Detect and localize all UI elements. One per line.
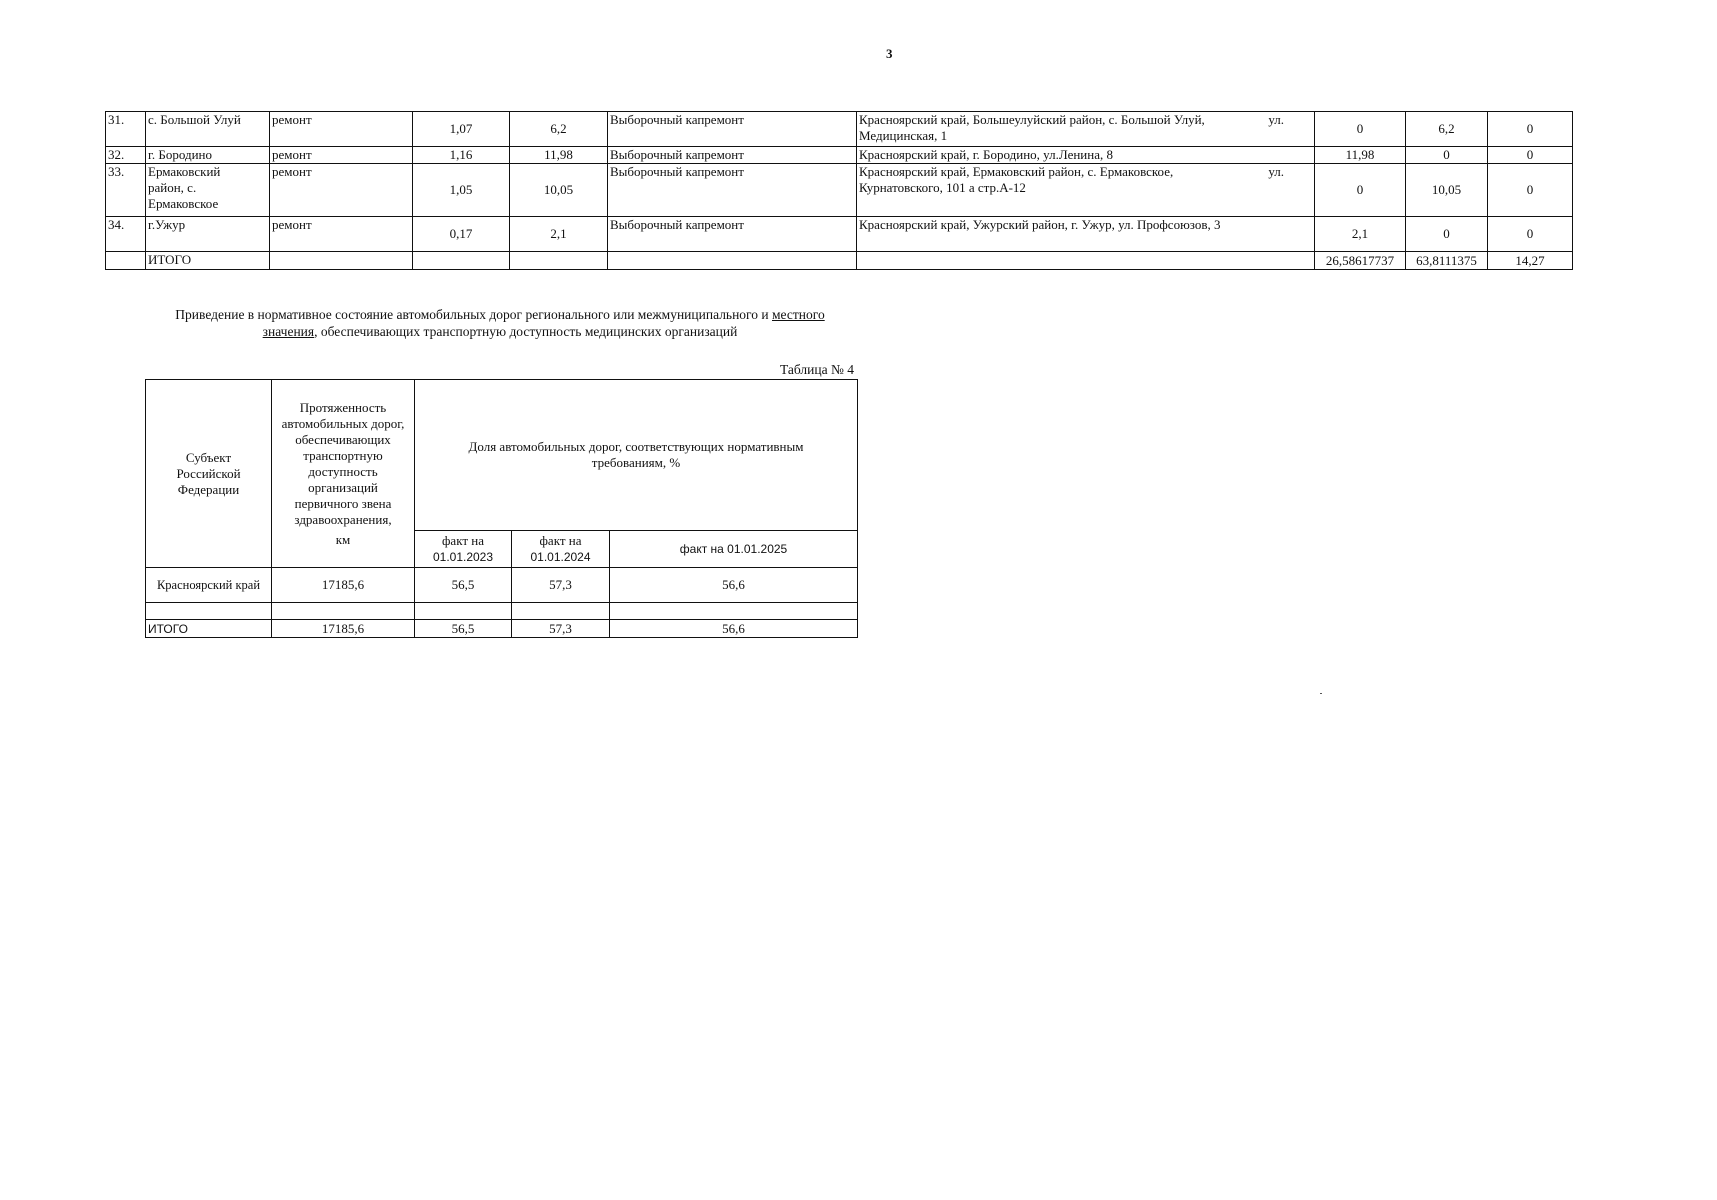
value-cell: 0	[1315, 164, 1406, 217]
value-cell: 56,5	[415, 568, 512, 603]
subheader-2024	[512, 531, 610, 568]
address-tail: Медицинская, 1	[859, 128, 948, 143]
empty-cell	[608, 252, 857, 270]
value-cell: 56,6	[610, 568, 858, 603]
place-cell: с. Большой Улуй	[146, 112, 270, 147]
address-main: Красноярский край, Ермаковский район, с. Ермаковское,	[859, 164, 1174, 179]
empty-cell	[146, 603, 272, 620]
row-number: 34.	[106, 217, 146, 252]
header-row	[146, 380, 858, 531]
work-cell: ремонт	[270, 112, 413, 147]
value-cell: 0	[1406, 147, 1488, 164]
subheader-2025: факт на 01.01.2025	[610, 531, 858, 568]
place-line: район, с.	[148, 180, 197, 195]
header-line: Субъект	[185, 449, 232, 465]
value-cell: 0	[1488, 112, 1573, 147]
header-line: организаций	[308, 479, 378, 495]
section-heading	[150, 306, 850, 340]
value-cell: 0	[1488, 147, 1573, 164]
value-cell: 6,2	[510, 112, 608, 147]
repair-type-cell: Выборочный капремонт	[608, 217, 857, 252]
address-ul: ул.	[1268, 164, 1284, 179]
total-value: 56,6	[610, 620, 858, 638]
empty-cell	[272, 603, 415, 620]
place-line: Ермаковский	[148, 164, 221, 179]
header-line: первичного звена	[294, 495, 392, 511]
length-header	[272, 380, 415, 568]
subheader-line: факт на	[539, 533, 582, 548]
table-row	[146, 568, 858, 603]
value-cell: 6,2	[1406, 112, 1488, 147]
header-line: Российской	[176, 465, 241, 481]
address-tail: Курнатовского, 101 а стр.А-12	[859, 180, 1026, 195]
header-line: транспортную	[303, 447, 383, 463]
heading-underlined-word: значения	[262, 324, 315, 339]
value-cell: 11,98	[1315, 147, 1406, 164]
page-number: 3	[886, 46, 893, 61]
value-cell: 1,16	[413, 147, 510, 164]
value-cell: 0	[1315, 112, 1406, 147]
value-cell: 2,1	[510, 217, 608, 252]
value-cell: 0	[1406, 217, 1488, 252]
total-value: 56,5	[415, 620, 512, 638]
subject-cell: Красноярский край	[146, 568, 272, 603]
length-cell: 17185,6	[272, 568, 415, 603]
address-main: Красноярский край, Большеулуйский район, с. Большой Улуй,	[859, 112, 1205, 127]
value-cell: 11,98	[510, 147, 608, 164]
header-line: Протяженность	[299, 399, 387, 415]
table-row	[106, 217, 1573, 252]
place-cell: г. Бородино	[146, 147, 270, 164]
place-cell	[146, 164, 270, 217]
place-line: Ермаковское	[148, 196, 219, 211]
value-cell: 1,05	[413, 164, 510, 217]
repair-type-cell: Выборочный капремонт	[608, 164, 857, 217]
empty-cell	[415, 603, 512, 620]
total-value: 57,3	[512, 620, 610, 638]
address-cell	[857, 112, 1315, 147]
value-cell: 57,3	[512, 568, 610, 603]
road-repair-table	[105, 111, 1573, 270]
total-value: 26,58617737	[1315, 252, 1406, 270]
total-label: ИТОГО	[146, 620, 272, 638]
empty-cell	[512, 603, 610, 620]
address-cell: Красноярский край, Ужурский район, г. Ужур, ул. Профсоюзов, 3	[857, 217, 1315, 252]
empty-cell	[270, 252, 413, 270]
empty-cell	[413, 252, 510, 270]
address-cell: Красноярский край, г. Бородино, ул.Ленина, 8	[857, 147, 1315, 164]
header-line: доступность	[308, 463, 378, 479]
work-cell: ремонт	[270, 147, 413, 164]
address-cell	[857, 164, 1315, 217]
heading-line1: Приведение в нормативное состояние автомобильных дорог регионального или межмуниципального и	[175, 307, 772, 322]
repair-type-cell: Выборочный капремонт	[608, 112, 857, 147]
speck	[1320, 693, 1322, 694]
empty-cell	[510, 252, 608, 270]
value-cell: 0	[1488, 164, 1573, 217]
header-line: Федерации	[177, 481, 240, 497]
heading-underlined-word: местного	[772, 307, 825, 322]
heading-line2: , обеспечивающих транспортную доступность медицинских организаций	[314, 324, 738, 339]
row-number: 31.	[106, 112, 146, 147]
subheader-line: факт на	[442, 533, 484, 548]
row-number: 33.	[106, 164, 146, 217]
subheader-2023	[415, 531, 512, 568]
value-cell: 10,05	[1406, 164, 1488, 217]
total-row	[106, 252, 1573, 270]
address-ul: ул.	[1268, 112, 1284, 127]
table-caption: Таблица № 4	[780, 362, 854, 377]
subject-header	[146, 380, 272, 568]
header-line: автомобильных дорог,	[281, 415, 405, 431]
value-cell: 10,05	[510, 164, 608, 217]
road-share-table	[145, 379, 858, 638]
header-unit: км	[335, 531, 351, 547]
total-value: 14,27	[1488, 252, 1573, 270]
value-cell: 2,1	[1315, 217, 1406, 252]
table-row	[106, 147, 1573, 164]
total-length: 17185,6	[272, 620, 415, 638]
repair-type-cell: Выборочный капремонт	[608, 147, 857, 164]
work-cell: ремонт	[270, 217, 413, 252]
row-number: 32.	[106, 147, 146, 164]
empty-cell	[857, 252, 1315, 270]
table-row	[106, 112, 1573, 147]
total-value: 63,8111375	[1406, 252, 1488, 270]
table-row	[106, 164, 1573, 217]
header-line: обеспечивающих	[295, 431, 391, 447]
subheader-date: 01.01.2023	[432, 550, 494, 564]
header-line: здравоохранения,	[294, 511, 392, 527]
total-label: ИТОГО	[146, 252, 270, 270]
value-cell: 0,17	[413, 217, 510, 252]
value-cell: 0	[1488, 217, 1573, 252]
empty-cell	[106, 252, 146, 270]
subheader-date: 01.01.2024	[530, 550, 591, 564]
empty-cell	[610, 603, 858, 620]
work-cell: ремонт	[270, 164, 413, 217]
share-header: Доля автомобильных дорог, соответствующих нормативным требованиям, %	[415, 380, 858, 531]
total-row	[146, 620, 858, 638]
value-cell: 1,07	[413, 112, 510, 147]
place-cell: г.Ужур	[146, 217, 270, 252]
empty-row	[146, 603, 858, 620]
